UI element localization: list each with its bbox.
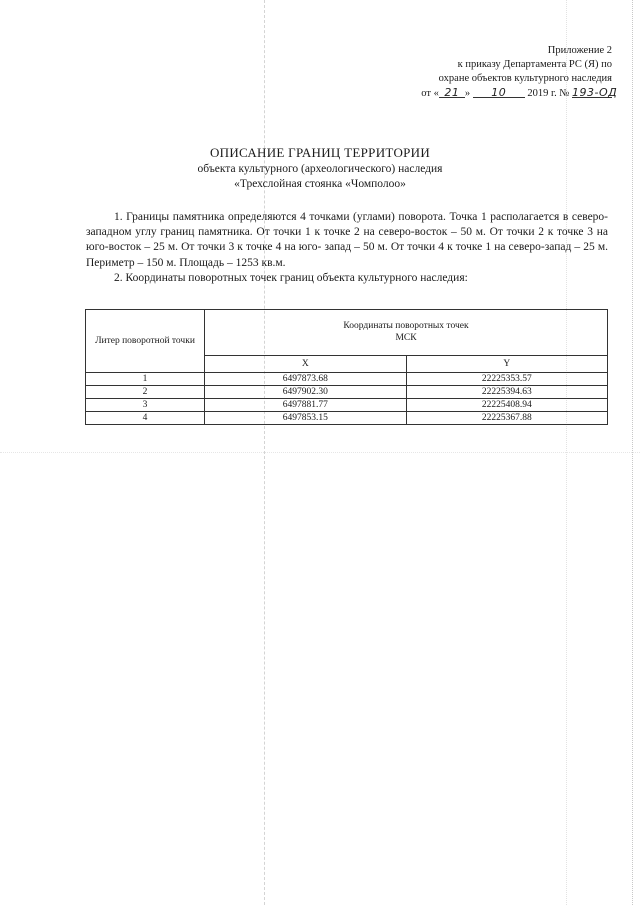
document-body xyxy=(86,210,608,286)
x-cell: 6497881.77 xyxy=(205,399,407,412)
point-cell: 3 xyxy=(86,399,205,412)
coordinate-system-label: МСК xyxy=(395,333,417,344)
order-reference: к приказу Департамента РС (Я) по xyxy=(457,59,612,70)
point-cell: 4 xyxy=(86,412,205,425)
x-cell: 6497853.15 xyxy=(205,412,407,425)
y-cell: 22225394.63 xyxy=(406,386,608,399)
appendix-header xyxy=(372,44,618,101)
y-cell: 22225367.88 xyxy=(406,412,608,425)
object-name: «Трехслойная стоянка «Чомполоо» xyxy=(234,178,406,190)
y-column-header: Y xyxy=(406,355,608,373)
handwritten-day: 21 xyxy=(439,86,465,98)
table-row xyxy=(86,399,608,412)
document-subtitle: объекта культурного (археологического) наследия xyxy=(197,163,443,175)
department-name: охране объектов культурного наследия xyxy=(438,73,612,84)
point-cell: 2 xyxy=(86,386,205,399)
table-row xyxy=(86,386,608,399)
handwritten-order-number: 193-ОД xyxy=(572,86,618,99)
scan-fold-line xyxy=(0,452,640,453)
date-year: 2019 г. № xyxy=(527,88,570,99)
point-column-header: Литер поворотной точки xyxy=(86,310,205,373)
coordinates-intro-paragraph: 2. Координаты поворотных точек границ объекта культурного наследия: xyxy=(114,271,468,284)
order-date-line xyxy=(372,86,618,101)
coordinates-table xyxy=(85,309,608,425)
x-cell: 6497873.68 xyxy=(205,373,407,386)
appendix-label: Приложение 2 xyxy=(547,45,612,56)
boundary-description-paragraph: 1. Границы памятника определяются 4 точками (углами) поворота. Точка 1 располагается в северо-западном углу границ памятника. От точки 1 к точке 2 на северо-восток – 50 м. От точки 2 к точке 3 на юго-восток – 25 м. От точки 3 к точке 4 на юго- запад – 50 м. От точки 4 к точке 1 на северо-запад – 25 м. Периметр – 150 м. Площадь – 1253 кв.м. xyxy=(86,211,608,269)
coordinates-header-label: Координаты поворотных точек xyxy=(343,321,469,332)
y-cell: 22225353.57 xyxy=(406,373,608,386)
y-cell: 22225408.94 xyxy=(406,399,608,412)
table-row xyxy=(86,373,608,386)
x-cell: 6497902.30 xyxy=(205,386,407,399)
x-column-header: X xyxy=(205,355,407,373)
table-row xyxy=(86,412,608,425)
date-mid: » xyxy=(464,88,471,99)
document-title: ОПИСАНИЕ ГРАНИЦ ТЕРРИТОРИИ xyxy=(209,145,431,160)
point-cell: 1 xyxy=(86,373,205,386)
date-prefix: от « xyxy=(421,88,439,99)
handwritten-month: 10 xyxy=(473,86,525,98)
coordinates-header xyxy=(205,310,608,356)
